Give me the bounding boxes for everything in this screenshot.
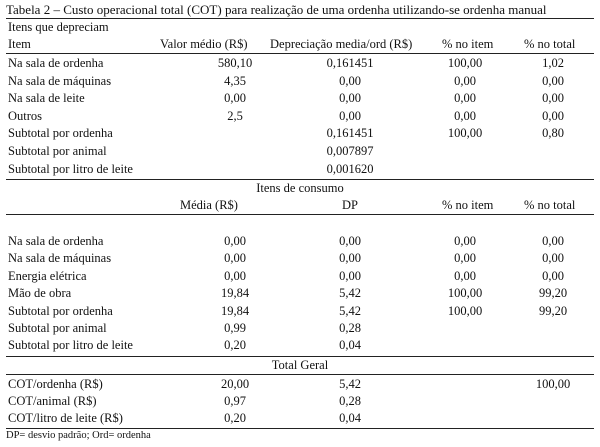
cell-col4: 100,00	[535, 377, 571, 391]
row-label: Subtotal por animal	[8, 144, 107, 158]
cell-col4: 0,00	[542, 234, 564, 248]
cell-col2: 0,161451	[326, 56, 374, 70]
cell-col2: 0,007897	[326, 144, 374, 158]
row-label: Na sala de máquinas	[8, 251, 112, 266]
cell-col3: 100,00	[447, 56, 483, 70]
cell-col1: 0,00	[224, 91, 246, 106]
cell-col4: 0,00	[542, 73, 564, 88]
cell-col3: 0,00	[454, 251, 476, 266]
cell-col3: 100,00	[447, 303, 483, 318]
cell-col3: 0,00	[454, 234, 476, 248]
row-label: Na sala de máquinas	[8, 73, 112, 88]
cell-col4: 0,00	[542, 268, 564, 283]
table-footnote: DP= desvio padrão; Ord= ordenha	[6, 430, 151, 441]
cell-col4: 99,20	[538, 286, 568, 301]
cell-col2: 5,42	[339, 303, 361, 318]
cell-col1: 19,84	[220, 286, 250, 301]
row-label: Na sala de ordenha	[8, 234, 104, 248]
cell-col4: 0,80	[542, 126, 564, 141]
row-label: COT/animal (R$)	[8, 394, 97, 409]
cell-col1: 0,20	[224, 338, 246, 353]
cell-col3: 100,00	[447, 286, 483, 301]
cell-col4: 0,00	[542, 91, 564, 106]
cell-col2: 0,00	[339, 91, 361, 106]
cell-col1: 0,20	[224, 411, 246, 426]
cell-col4: 99,20	[538, 303, 568, 318]
header-rule	[6, 53, 594, 54]
cell-col2: 0,00	[339, 73, 361, 88]
cell-col2: 0,28	[339, 321, 361, 335]
cell-col1: 4,35	[224, 73, 246, 88]
cell-col2: 0,00	[339, 268, 361, 283]
group-title-consumo: Itens de consumo	[256, 181, 344, 195]
row-label: Subtotal por ordenha	[8, 126, 113, 141]
cell-col3: 100,00	[447, 126, 483, 141]
cell-col1: 0,00	[224, 268, 246, 283]
cell-col2: 0,28	[339, 394, 361, 409]
group-title-geral: Total Geral	[271, 358, 329, 372]
cell-col3: 0,00	[454, 268, 476, 283]
row-label: COT/ordenha (R$)	[8, 377, 103, 391]
row-label: Outros	[8, 108, 43, 123]
cell-col3: 0,00	[454, 108, 476, 123]
cell-col1: 0,99	[224, 321, 246, 335]
cell-col2: 0,04	[339, 411, 361, 426]
row-label: Subtotal por litro de leite	[8, 338, 133, 353]
row-label: Mão de obra	[8, 286, 72, 301]
cell-col4: 0,00	[542, 108, 564, 123]
cell-col1: 0,00	[224, 234, 246, 248]
header-pct-item-consumo: % no item	[442, 198, 494, 212]
header-pct-total-consumo: % no total	[524, 198, 576, 212]
cell-col2: 5,42	[339, 286, 361, 301]
row-label: Energia elétrica	[8, 268, 87, 283]
table-caption: Tabela 2 – Custo operacional total (COT) para realização de uma ordenha utilizando-se ordenha manual	[6, 2, 547, 17]
header-rule-geral	[6, 374, 594, 375]
cell-col1: 20,00	[220, 377, 250, 391]
cell-col1: 19,84	[220, 303, 250, 318]
row-label: COT/litro de leite (R$)	[8, 411, 123, 426]
cell-col1: 0,00	[224, 251, 246, 266]
header-depreciacao: Depreciação media/ord (R$)	[270, 37, 413, 51]
cell-col2: 0,161451	[326, 126, 374, 141]
cell-col2: 0,00	[339, 108, 361, 123]
cell-col1: 580,10	[217, 56, 253, 70]
group-title-depreciam: Itens que depreciam	[8, 20, 109, 34]
cell-col2: 0,001620	[326, 161, 374, 176]
cell-col3: 0,00	[454, 91, 476, 106]
header-pct-item: % no item	[442, 37, 494, 51]
header-valor-medio: Valor médio (R$)	[160, 37, 248, 51]
row-label: Subtotal por litro de leite	[8, 161, 133, 176]
row-label: Na sala de leite	[8, 91, 85, 106]
header-media: Média (R$)	[180, 198, 238, 212]
header-dp: DP	[342, 198, 358, 212]
cell-col1: 0,97	[224, 394, 246, 409]
bottom-rule	[6, 428, 594, 429]
cell-col2: 5,42	[339, 377, 361, 391]
header-rule-consumo	[6, 214, 594, 215]
header-item: Item	[8, 37, 31, 51]
cell-col2: 0,04	[339, 338, 361, 353]
cell-col2: 0,00	[339, 234, 361, 248]
header-pct-total: % no total	[524, 37, 576, 51]
row-label: Subtotal por ordenha	[8, 303, 113, 318]
cell-col4: 1,02	[542, 56, 564, 70]
cell-col2: 0,00	[339, 251, 361, 266]
cell-col4: 0,00	[542, 251, 564, 266]
row-label: Na sala de ordenha	[8, 56, 104, 70]
cell-col3: 0,00	[454, 73, 476, 88]
row-label: Subtotal por animal	[8, 321, 107, 335]
cell-col1: 2,5	[227, 108, 243, 123]
